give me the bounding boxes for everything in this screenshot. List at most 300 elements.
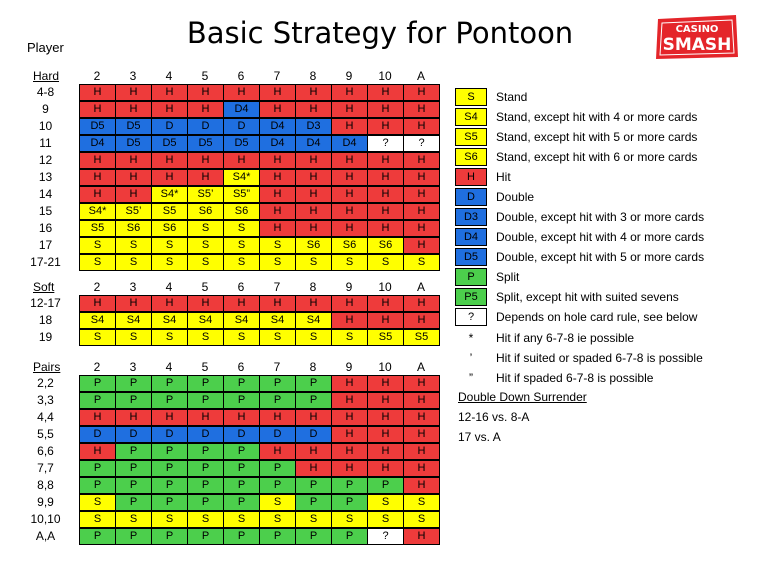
strategy-cell: H — [295, 101, 332, 118]
strategy-cell: H — [151, 101, 188, 118]
strategy-cell: H — [295, 169, 332, 186]
strategy-cell: S4* — [79, 203, 116, 220]
strategy-cell: S — [259, 511, 296, 528]
strategy-cell: P — [259, 477, 296, 494]
strategy-cell: S — [151, 237, 188, 254]
strategy-cell: H — [151, 169, 188, 186]
strategy-cell: H — [403, 152, 440, 169]
strategy-cell: D — [187, 118, 224, 135]
strategy-cell: S5’ — [187, 186, 224, 203]
legend-text: Double, except hit with 5 or more cards — [496, 250, 705, 264]
dealer-card-header: 2 — [93, 280, 101, 294]
strategy-cell: P — [151, 392, 188, 409]
player-hand-label: 9 — [42, 102, 49, 116]
strategy-cell: H — [403, 295, 440, 312]
player-hand-label: 6,6 — [37, 444, 54, 458]
legend-text: Depends on hole card rule, see below — [496, 310, 698, 324]
strategy-cell: D — [259, 426, 296, 443]
strategy-cell: P — [151, 477, 188, 494]
legend-text: Stand — [496, 90, 528, 104]
strategy-cell: P — [187, 443, 224, 460]
strategy-cell: P — [79, 375, 116, 392]
strategy-cell: P — [187, 477, 224, 494]
strategy-cell: P — [367, 477, 404, 494]
strategy-cell: P — [115, 494, 152, 511]
strategy-cell: H — [295, 295, 332, 312]
legend-text: Split — [496, 270, 520, 284]
strategy-cell: S4 — [295, 312, 332, 329]
strategy-cell: H — [151, 84, 188, 101]
strategy-cell: D4 — [79, 135, 116, 152]
dealer-card-header: 8 — [309, 360, 317, 374]
player-label: Player — [27, 40, 64, 55]
strategy-cell: P — [79, 392, 116, 409]
legend-text: Stand, except hit with 4 or more cards — [496, 110, 698, 124]
strategy-cell: S — [259, 329, 296, 346]
strategy-cell: H — [331, 443, 368, 460]
dealer-card-header: 2 — [93, 69, 101, 83]
strategy-cell: S — [151, 329, 188, 346]
strategy-cell: S6 — [367, 237, 404, 254]
strategy-cell: S — [223, 511, 260, 528]
strategy-cell: P — [223, 494, 260, 511]
strategy-cell: H — [367, 203, 404, 220]
strategy-cell: H — [79, 169, 116, 186]
strategy-cell: S5 — [403, 329, 440, 346]
note-symbol: * — [468, 331, 474, 345]
double-down-surrender-line: 17 vs. A — [458, 430, 501, 444]
strategy-cell: P — [331, 477, 368, 494]
strategy-cell: H — [403, 528, 440, 545]
strategy-cell: S6 — [295, 237, 332, 254]
dealer-card-header: A — [416, 280, 425, 294]
strategy-cell: H — [187, 169, 224, 186]
player-hand-label: 9,9 — [37, 495, 54, 509]
strategy-cell: S — [331, 511, 368, 528]
strategy-cell: H — [295, 203, 332, 220]
legend-swatch: H — [455, 168, 487, 186]
strategy-cell: H — [403, 186, 440, 203]
strategy-cell: S — [223, 254, 260, 271]
strategy-cell: H — [79, 409, 116, 426]
strategy-cell: H — [259, 84, 296, 101]
strategy-cell: S — [79, 511, 116, 528]
strategy-cell: H — [403, 375, 440, 392]
player-hand-label: 8,8 — [37, 478, 54, 492]
strategy-cell: S — [295, 329, 332, 346]
strategy-cell: P — [151, 375, 188, 392]
strategy-cell: D4 — [259, 135, 296, 152]
section-label-pairs: Pairs — [33, 360, 61, 374]
strategy-cell: H — [403, 118, 440, 135]
dealer-card-header: 9 — [345, 69, 353, 83]
note-text: Hit if suited or spaded 6-7-8 is possible — [496, 351, 703, 365]
strategy-cell: H — [115, 169, 152, 186]
strategy-cell: D5 — [187, 135, 224, 152]
strategy-cell: P — [295, 528, 332, 545]
legend-text: Split, except hit with suited sevens — [496, 290, 679, 304]
strategy-cell: D — [223, 118, 260, 135]
strategy-cell: S — [331, 329, 368, 346]
strategy-cell: D5 — [115, 135, 152, 152]
player-hand-label: 3,3 — [37, 393, 54, 407]
strategy-cell: H — [403, 237, 440, 254]
strategy-cell: H — [403, 101, 440, 118]
strategy-cell: H — [295, 460, 332, 477]
strategy-cell: P — [79, 477, 116, 494]
dealer-card-header: 7 — [273, 360, 281, 374]
section-label-hard: Hard — [33, 69, 60, 83]
strategy-cell: P — [115, 375, 152, 392]
strategy-cell: S5 — [367, 329, 404, 346]
strategy-cell: S — [115, 254, 152, 271]
dealer-card-header: 4 — [165, 360, 173, 374]
strategy-cell: S5’ — [115, 203, 152, 220]
dealer-card-header: 8 — [309, 69, 317, 83]
legend-text: Stand, except hit with 5 or more cards — [496, 130, 698, 144]
strategy-cell: P — [187, 494, 224, 511]
strategy-cell: H — [367, 84, 404, 101]
strategy-cell: S — [79, 329, 116, 346]
dealer-card-header: 5 — [201, 69, 209, 83]
strategy-cell: S — [259, 254, 296, 271]
strategy-cell: H — [115, 152, 152, 169]
strategy-cell: H — [367, 426, 404, 443]
strategy-cell: H — [403, 312, 440, 329]
strategy-cell: S4 — [151, 312, 188, 329]
legend-text: Double — [496, 190, 535, 204]
section-label-soft: Soft — [33, 280, 55, 294]
strategy-cell: S — [403, 254, 440, 271]
legend-text: Stand, except hit with 6 or more cards — [496, 150, 698, 164]
strategy-cell: D4 — [295, 135, 332, 152]
strategy-cell: H — [367, 295, 404, 312]
strategy-cell: H — [403, 409, 440, 426]
note-symbol: ” — [469, 371, 473, 385]
dealer-card-header: 3 — [129, 360, 137, 374]
strategy-cell: H — [295, 186, 332, 203]
strategy-cell: H — [331, 295, 368, 312]
legend-swatch: D3 — [455, 208, 487, 226]
dealer-card-header: 10 — [378, 69, 392, 83]
legend-text: Double, except hit with 4 or more cards — [496, 230, 705, 244]
legend-swatch: P5 — [455, 288, 487, 306]
strategy-cell: P — [187, 392, 224, 409]
strategy-cell: P — [295, 392, 332, 409]
strategy-cell: H — [223, 152, 260, 169]
strategy-cell: S — [115, 237, 152, 254]
strategy-cell: P — [259, 392, 296, 409]
strategy-cell: H — [259, 152, 296, 169]
strategy-cell: D5 — [115, 118, 152, 135]
strategy-cell: H — [367, 375, 404, 392]
strategy-cell: S — [187, 220, 224, 237]
strategy-cell: H — [367, 409, 404, 426]
strategy-cell: H — [79, 101, 116, 118]
strategy-cell: H — [259, 295, 296, 312]
strategy-cell: S — [295, 511, 332, 528]
strategy-cell: H — [259, 169, 296, 186]
strategy-cell: S4 — [259, 312, 296, 329]
legend-swatch: ? — [455, 308, 487, 326]
strategy-cell: H — [151, 295, 188, 312]
strategy-cell: P — [295, 375, 332, 392]
strategy-cell: P — [187, 460, 224, 477]
dealer-card-header: 10 — [378, 360, 392, 374]
strategy-cell: H — [403, 426, 440, 443]
strategy-cell: P — [259, 375, 296, 392]
strategy-cell: H — [331, 375, 368, 392]
strategy-cell: H — [367, 118, 404, 135]
strategy-cell: D5 — [79, 118, 116, 135]
strategy-cell: P — [223, 392, 260, 409]
strategy-cell: S — [79, 494, 116, 511]
strategy-cell: H — [403, 392, 440, 409]
strategy-cell: P — [151, 494, 188, 511]
note-text: Hit if spaded 6-7-8 is possible — [496, 371, 654, 385]
player-hand-label: 10,10 — [30, 512, 61, 526]
strategy-cell: D — [223, 426, 260, 443]
strategy-cell: P — [151, 460, 188, 477]
strategy-cell: H — [259, 409, 296, 426]
player-hand-label: 5,5 — [37, 427, 54, 441]
dealer-card-header: 8 — [309, 280, 317, 294]
dealer-card-header: 6 — [237, 69, 245, 83]
strategy-cell: D — [151, 118, 188, 135]
legend-swatch: D — [455, 188, 487, 206]
strategy-cell: H — [367, 169, 404, 186]
strategy-cell: D — [79, 426, 116, 443]
strategy-cell: H — [331, 186, 368, 203]
strategy-cell: S6 — [151, 220, 188, 237]
player-hand-label: 7,7 — [37, 461, 54, 475]
strategy-cell: H — [367, 312, 404, 329]
strategy-cell: H — [259, 186, 296, 203]
strategy-cell: H — [331, 312, 368, 329]
strategy-cell: H — [331, 84, 368, 101]
strategy-cell: S — [115, 329, 152, 346]
strategy-cell: D — [295, 426, 332, 443]
player-hand-label: 11 — [39, 136, 52, 150]
strategy-cell: H — [295, 409, 332, 426]
strategy-cell: H — [79, 295, 116, 312]
strategy-cell: P — [223, 375, 260, 392]
strategy-cell: ? — [367, 135, 404, 152]
strategy-cell: D — [115, 426, 152, 443]
strategy-cell: D4 — [331, 135, 368, 152]
strategy-cell: H — [403, 477, 440, 494]
strategy-cell: S — [259, 494, 296, 511]
dealer-card-header: 2 — [93, 360, 101, 374]
dealer-card-header: 6 — [237, 280, 245, 294]
strategy-cell: H — [331, 118, 368, 135]
strategy-cell: S5 — [79, 220, 116, 237]
strategy-cell: H — [187, 101, 224, 118]
note-text: Hit if any 6-7-8 ie possible — [496, 331, 635, 345]
strategy-cell: H — [295, 152, 332, 169]
strategy-cell: D5 — [151, 135, 188, 152]
dealer-card-header: 3 — [129, 69, 137, 83]
dealer-card-header: 7 — [273, 69, 281, 83]
player-hand-label: 4-8 — [36, 85, 55, 99]
strategy-cell: S6 — [115, 220, 152, 237]
strategy-cell: H — [403, 203, 440, 220]
strategy-cell: S — [223, 237, 260, 254]
strategy-cell: H — [403, 220, 440, 237]
strategy-cell: H — [79, 186, 116, 203]
strategy-cell: H — [115, 84, 152, 101]
strategy-cell: H — [187, 84, 224, 101]
strategy-cell: H — [259, 220, 296, 237]
strategy-cell: S — [151, 254, 188, 271]
strategy-cell: H — [331, 152, 368, 169]
player-hand-label: 12 — [38, 153, 53, 167]
strategy-cell: H — [367, 392, 404, 409]
player-hand-label: 17-21 — [30, 255, 61, 269]
dealer-card-header: A — [416, 69, 425, 83]
strategy-cell: P — [331, 528, 368, 545]
strategy-cell: S4 — [115, 312, 152, 329]
strategy-cell: ? — [403, 135, 440, 152]
player-hand-label: 18 — [38, 313, 53, 327]
strategy-cell: S6 — [223, 203, 260, 220]
strategy-cell: H — [331, 220, 368, 237]
strategy-cell: H — [331, 392, 368, 409]
strategy-cell: P — [259, 528, 296, 545]
strategy-cell: H — [331, 169, 368, 186]
strategy-cell: H — [223, 295, 260, 312]
legend-swatch: D4 — [455, 228, 487, 246]
strategy-cell: H — [115, 409, 152, 426]
strategy-cell: D — [187, 426, 224, 443]
strategy-cell: P — [223, 477, 260, 494]
strategy-cell: H — [331, 409, 368, 426]
strategy-cell: ? — [367, 528, 404, 545]
dealer-card-header: 4 — [165, 69, 173, 83]
strategy-cell: P — [295, 477, 332, 494]
strategy-cell: H — [295, 84, 332, 101]
legend-swatch: P — [455, 268, 487, 286]
strategy-cell: S4* — [223, 169, 260, 186]
legend-text: Hit — [496, 170, 511, 184]
strategy-cell: H — [115, 101, 152, 118]
strategy-cell: H — [259, 101, 296, 118]
strategy-cell: H — [331, 203, 368, 220]
strategy-cell: S — [223, 220, 260, 237]
strategy-cell: H — [403, 443, 440, 460]
strategy-cell: S — [259, 237, 296, 254]
strategy-cell: D4 — [259, 118, 296, 135]
strategy-cell: D3 — [295, 118, 332, 135]
strategy-cell: H — [367, 220, 404, 237]
dealer-card-header: 3 — [129, 280, 137, 294]
strategy-cell: S — [295, 254, 332, 271]
strategy-cell: H — [259, 443, 296, 460]
legend-swatch: D5 — [455, 248, 487, 266]
dealer-card-header: 7 — [273, 280, 281, 294]
strategy-cell: P — [259, 460, 296, 477]
strategy-cell: H — [331, 426, 368, 443]
legend-text: Double, except hit with 3 or more cards — [496, 210, 705, 224]
strategy-cell: H — [295, 443, 332, 460]
strategy-cell: H — [295, 220, 332, 237]
strategy-cell: S — [187, 511, 224, 528]
dealer-card-header: A — [416, 360, 425, 374]
strategy-cell: P — [151, 528, 188, 545]
dealer-card-header: 10 — [378, 280, 392, 294]
double-down-surrender-line: 12-16 vs. 8-A — [458, 410, 530, 424]
strategy-cell: P — [331, 494, 368, 511]
strategy-cell: S — [115, 511, 152, 528]
strategy-cell: S — [187, 329, 224, 346]
strategy-cell: S — [367, 494, 404, 511]
dealer-card-header: 9 — [345, 360, 353, 374]
strategy-cell: H — [367, 186, 404, 203]
strategy-cell: P — [223, 443, 260, 460]
player-hand-label: 17 — [38, 238, 53, 252]
strategy-cell: S — [151, 511, 188, 528]
strategy-cell: S — [79, 254, 116, 271]
dealer-card-header: 9 — [345, 280, 353, 294]
casino-smash-logo — [654, 13, 740, 61]
strategy-cell: H — [79, 443, 116, 460]
strategy-cell: P — [115, 392, 152, 409]
strategy-cell: S4 — [223, 312, 260, 329]
strategy-cell: P — [79, 460, 116, 477]
strategy-cell: S — [187, 237, 224, 254]
double-down-surrender-title: Double Down Surrender — [458, 390, 587, 404]
strategy-cell: S — [367, 511, 404, 528]
strategy-cell: H — [79, 84, 116, 101]
strategy-cell: P — [79, 528, 116, 545]
strategy-cell: H — [367, 460, 404, 477]
legend-swatch: S4 — [455, 108, 487, 126]
strategy-cell: S5 — [151, 203, 188, 220]
strategy-cell: S4 — [79, 312, 116, 329]
strategy-cell: S — [403, 494, 440, 511]
strategy-cell: P — [295, 494, 332, 511]
strategy-cell: H — [79, 152, 116, 169]
strategy-cell: H — [403, 169, 440, 186]
strategy-cell: H — [187, 409, 224, 426]
strategy-cell: S — [79, 237, 116, 254]
svg-text:CASINO: CASINO — [675, 24, 719, 35]
strategy-cell: P — [115, 460, 152, 477]
strategy-cell: D5 — [223, 135, 260, 152]
strategy-cell: S — [223, 329, 260, 346]
strategy-cell: H — [331, 101, 368, 118]
player-hand-label: 19 — [38, 330, 53, 344]
strategy-cell: S — [403, 511, 440, 528]
player-hand-label: 16 — [38, 221, 53, 235]
strategy-cell: H — [367, 101, 404, 118]
strategy-cell: H — [331, 460, 368, 477]
strategy-cell: H — [223, 409, 260, 426]
dealer-card-header: 5 — [201, 280, 209, 294]
dealer-card-header: 6 — [237, 360, 245, 374]
strategy-cell: H — [115, 295, 152, 312]
strategy-cell: H — [259, 203, 296, 220]
strategy-cell: H — [367, 443, 404, 460]
dealer-card-header: 4 — [165, 280, 173, 294]
strategy-cell: P — [115, 443, 152, 460]
legend-swatch: S5 — [455, 128, 487, 146]
strategy-cell: P — [223, 460, 260, 477]
svg-text:SMASH: SMASH — [662, 35, 732, 55]
strategy-cell: D4 — [223, 101, 260, 118]
player-hand-label: 12-17 — [30, 296, 61, 310]
strategy-cell: H — [367, 152, 404, 169]
